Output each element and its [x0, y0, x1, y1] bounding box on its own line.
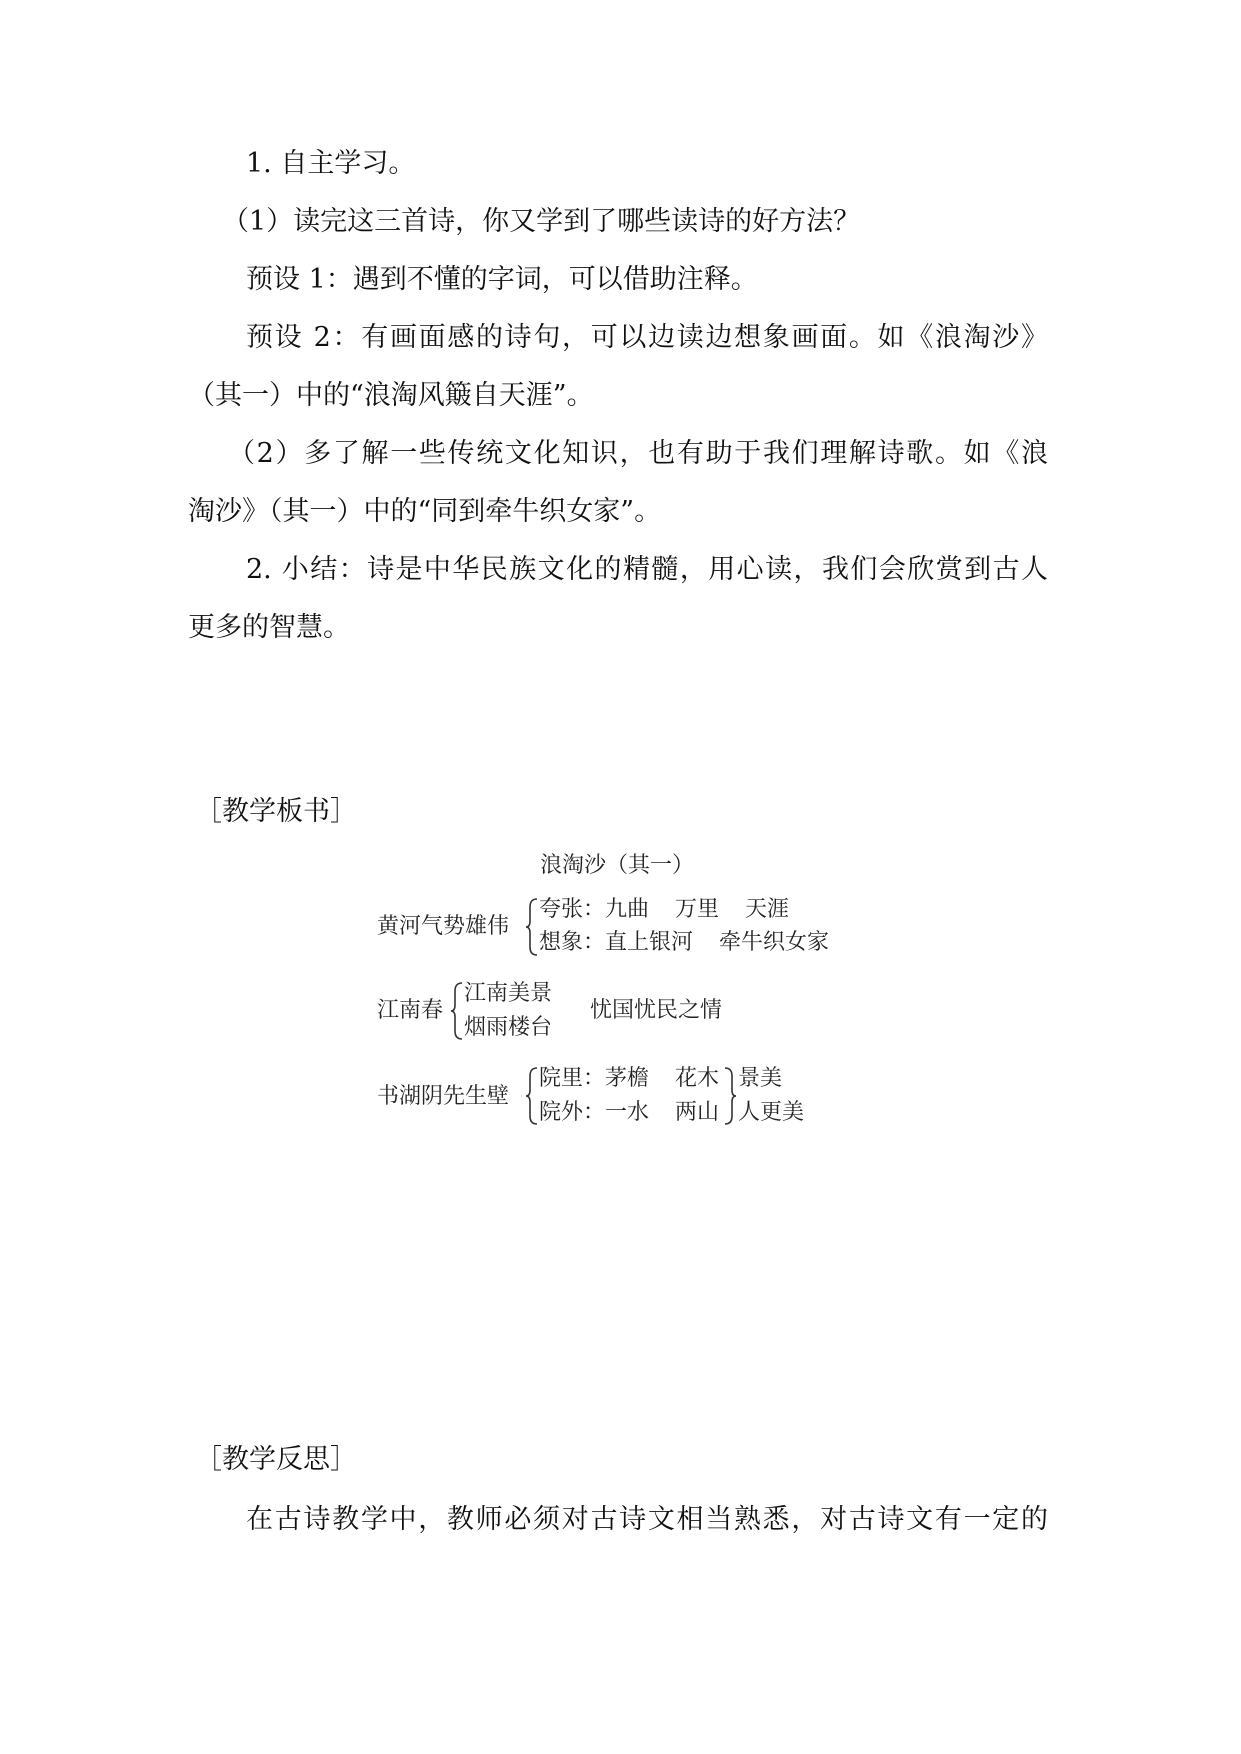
preset-2-line-1: 预设 2：有画面感的诗句，可以边读边想象画面。如《浪淘沙》 — [246, 322, 1048, 353]
poem-3-result-1: 景美 — [738, 1066, 783, 1091]
poem-1-item: 直上银河 — [605, 930, 694, 955]
reflection-heading: ［教学反思］ — [195, 1444, 357, 1475]
preset-2-line-2: （其一）中的“浪淘风簸自天涯”。 — [188, 380, 594, 411]
poem-2-row-2: 烟雨楼台 — [464, 1015, 553, 1040]
poem-1-label: 黄河气势雄伟 — [377, 914, 510, 939]
poem-1-item: 九曲 — [605, 897, 650, 922]
poem-2-row-1: 江南美景 — [464, 981, 553, 1006]
poem-1-item: 天涯 — [745, 897, 790, 922]
poem-3-item: 茅檐 — [605, 1066, 650, 1091]
poem-3-row-2 — [539, 1098, 719, 1128]
poem-1-row-1-key: 夸张： — [539, 897, 606, 922]
left-brace-icon — [526, 897, 538, 957]
poem-1-row-1 — [539, 895, 789, 925]
reflection-line-1: 在古诗教学中，教师必须对古诗文相当熟悉，对古诗文有一定的 — [246, 1504, 1048, 1535]
board-title: 浪淘沙（其一） — [540, 853, 695, 878]
poem-3-item: 花木 — [675, 1066, 720, 1091]
preset-1: 预设 1：遇到不懂的字词，可以借助注释。 — [246, 264, 758, 295]
left-brace-icon — [451, 981, 463, 1041]
summary-line-1: 2. 小结：诗是中华民族文化的精髓，用心读，我们会欣赏到古人 — [246, 554, 1048, 585]
right-brace-icon — [724, 1066, 736, 1126]
poem-3-row-1-key: 院里： — [539, 1066, 606, 1091]
poem-2-label: 江南春 — [377, 998, 444, 1023]
poem-1-row-2 — [539, 928, 829, 958]
question-2-line-2: 淘沙》（其一）中的“同到牵牛织女家”。 — [188, 496, 662, 527]
poem-3-label: 书湖阴先生壁 — [377, 1084, 510, 1109]
poem-3-row-1 — [539, 1064, 719, 1094]
question-1: （1）读完这三首诗，你又学到了哪些读诗的好方法？ — [222, 206, 861, 237]
left-brace-icon — [526, 1066, 538, 1126]
poem-3-item: 一水 — [605, 1100, 650, 1125]
question-2-line-1: （2）多了解一些传统文化知识，也有助于我们理解诗歌。如《浪 — [228, 438, 1048, 469]
summary-line-2: 更多的智慧。 — [188, 612, 350, 643]
poem-3-item: 两山 — [675, 1100, 720, 1125]
poem-2-feeling: 忧国忧民之情 — [590, 998, 723, 1023]
board-heading: ［教学板书］ — [195, 796, 357, 827]
poem-1-row-2-key: 想象： — [539, 930, 606, 955]
poem-1-item: 万里 — [675, 897, 720, 922]
poem-1-item: 牵牛织女家 — [719, 930, 830, 955]
item-1-title: 1. 自主学习。 — [246, 148, 416, 179]
poem-3-result-2: 人更美 — [738, 1100, 805, 1125]
poem-3-row-2-key: 院外： — [539, 1100, 606, 1125]
